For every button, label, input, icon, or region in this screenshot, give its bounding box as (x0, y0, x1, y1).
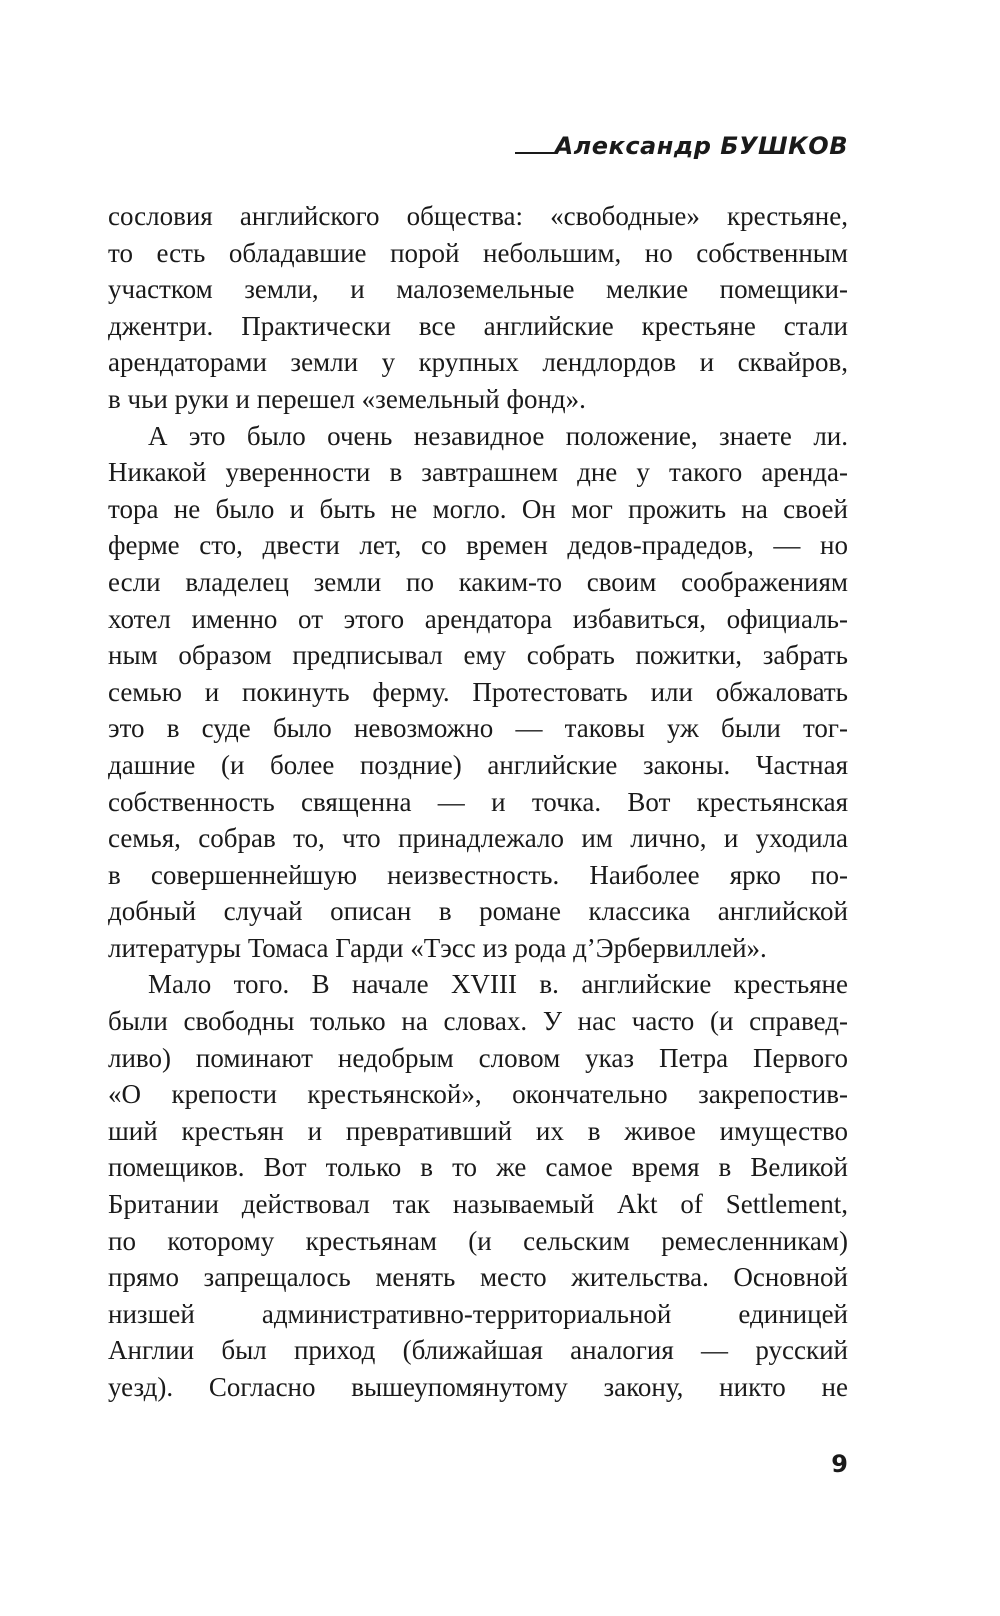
text-line: по которому крестьянам (и сельским ремесленникам) (108, 1225, 848, 1256)
text-line: тора не было и быть не могло. Он мог прожить на своей (108, 493, 848, 524)
text-line: семью и покинуть ферму. Протестовать или обжаловать (108, 676, 848, 707)
text-line: участком земли, и малоземельные мелкие помещики- (108, 274, 848, 305)
page-number: 9 (831, 1450, 848, 1478)
text-line: литературы Томаса Гарди «Тэсс из рода д’Эрбервиллей». (108, 932, 767, 963)
text-line: «О крепости крестьянской», окончательно закрепостив- (108, 1079, 848, 1110)
text-line: низшей административно-территориальной единицей (108, 1298, 848, 1329)
body-text (108, 198, 848, 1406)
text-line: ливо) поминают недобрым словом указ Петра Первого (108, 1042, 848, 1073)
text-line: ферме сто, двести лет, со времен дедов-прадедов, — но (108, 530, 848, 561)
text-line: помещиков. Вот только в то же самое время в Великой (108, 1152, 848, 1183)
text-line: А это было очень незавидное положение, знаете ли. (148, 420, 848, 451)
text-line: добный случай описан в романе классика английской (108, 896, 848, 927)
text-line: арендаторами земли у крупных лендлордов и сквайров, (108, 347, 848, 378)
text-line: прямо запрещалось менять место жительства. Основной (108, 1262, 848, 1293)
text-line: уезд). Согласно вышеупомянутому закону, никто не (108, 1372, 848, 1402)
text-line: хотел именно от этого арендатора избавиться, официаль- (108, 603, 848, 634)
text-line: то есть обладавшие порой небольшим, но собственным (108, 237, 848, 268)
running-header (515, 132, 848, 160)
text-line: были свободны только на словах. У нас часто (и справед- (108, 1006, 848, 1037)
text-line: сословия английского общества: «свободные» крестьяне, (108, 201, 848, 231)
text-line: джентри. Практически все английские крестьяне стали (108, 310, 848, 341)
text-line: в совершеннейшую неизвестность. Наиболее ярко по- (108, 859, 848, 890)
text-line: дашние (и более поздние) английские законы. Частная (108, 749, 848, 780)
text-line: Англии был приход (ближайшая аналогия — русский (108, 1335, 848, 1366)
header-rule (515, 152, 555, 154)
text-line: это в суде было невозможно — таковы уж были тог- (108, 713, 848, 744)
header-author: Александр БУШКОВ (554, 132, 848, 160)
text-line: собственность священна — и точка. Вот крестьянская (108, 786, 848, 817)
text-line: Мало того. В начале XVIII в. английские крестьяне (148, 969, 848, 1000)
text-line: если владелец земли по каким-то своим соображениям (108, 566, 848, 597)
text-line: ным образом предписывал ему собрать пожитки, забрать (108, 640, 848, 671)
text-line: семья, собрав то, что принадлежало им лично, и уходила (108, 823, 848, 854)
text-line: Британии действовал так называемый Akt of Settlement, (108, 1189, 848, 1220)
text-line: в чьи руки и перешел «земельный фонд». (108, 383, 586, 414)
text-line: ший крестьян и превративший их в живое имущество (108, 1115, 848, 1146)
text-line: Никакой уверенности в завтрашнем дне у такого аренда- (108, 457, 848, 488)
